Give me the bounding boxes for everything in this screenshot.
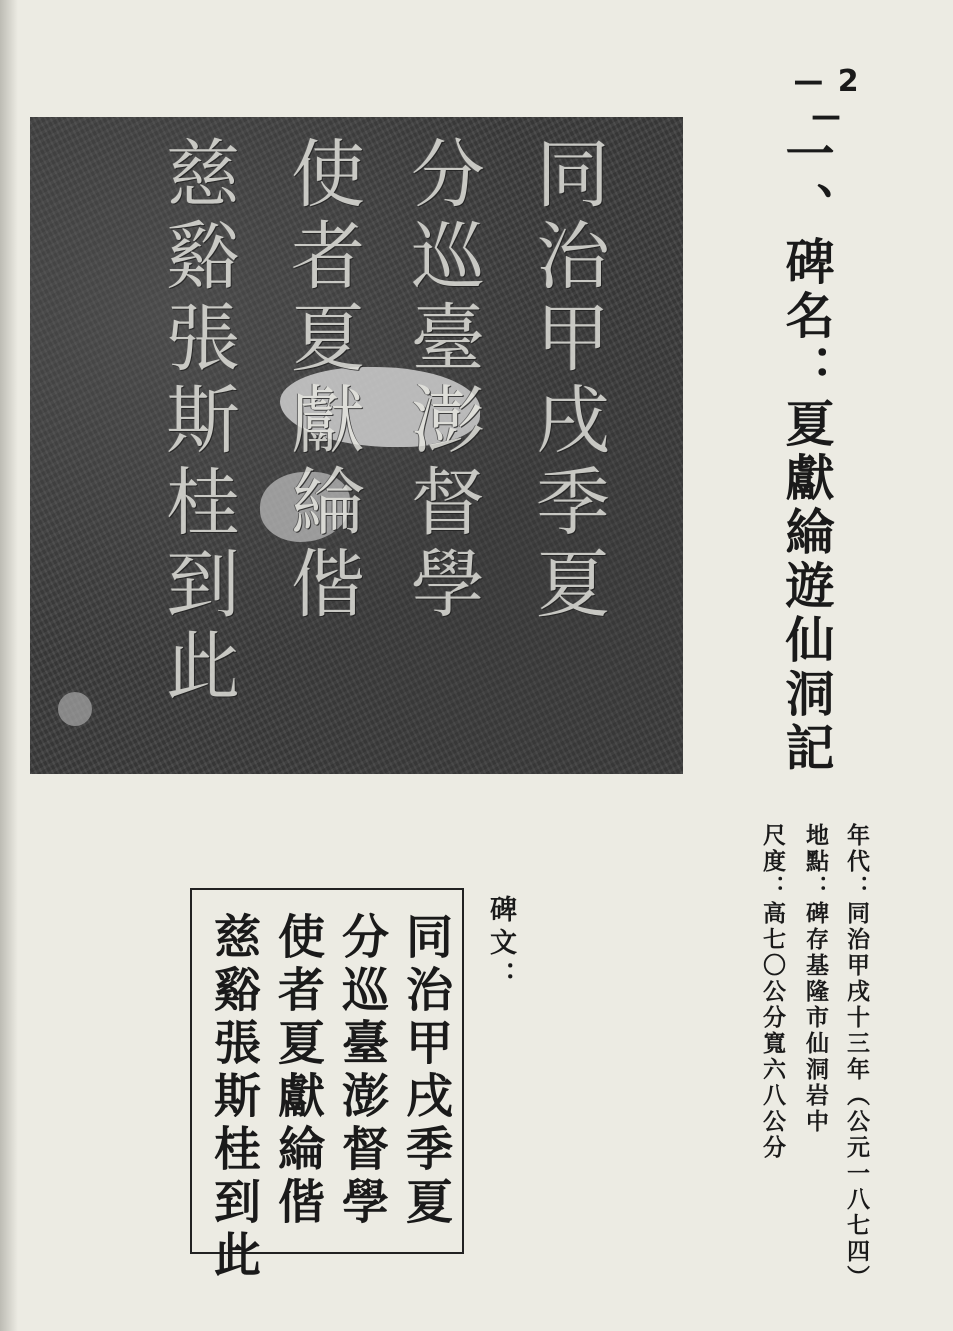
carved-inscription-line: 分巡臺澎督學: [399, 135, 485, 627]
metadata-year: 年代：同治甲戌十三年（公元一八七四）: [843, 823, 869, 1291]
metadata-location: 地點：碑存基隆市仙洞岩中: [802, 823, 828, 1135]
section-heading: 一、碑名：夏獻綸遊仙洞記: [778, 128, 835, 776]
page-number: — 2 —: [793, 64, 861, 134]
inscription-line: 慈谿張斯桂到此: [206, 912, 261, 1283]
stele-rubbing-photo: [30, 117, 683, 774]
inscription-line: 使者夏獻綸偕: [270, 912, 325, 1230]
inscription-line: 分巡臺澎督學: [334, 912, 389, 1230]
inscription-transcription-box: [190, 888, 464, 1283]
metadata-dimensions: 尺度：高七〇公分寬六八公分: [759, 823, 785, 1161]
carved-inscription-line: 使者夏獻綸偕: [279, 135, 365, 627]
inscription-label: 碑文：: [485, 895, 516, 994]
carved-inscription-line: 慈谿張斯桂到此: [154, 135, 240, 709]
inscription-line: 同治甲戌季夏: [398, 912, 453, 1230]
page-edge-shadow: [0, 0, 18, 1331]
carved-inscription-line: 同治甲戌季夏: [524, 135, 610, 627]
photo-spot: [58, 692, 92, 726]
